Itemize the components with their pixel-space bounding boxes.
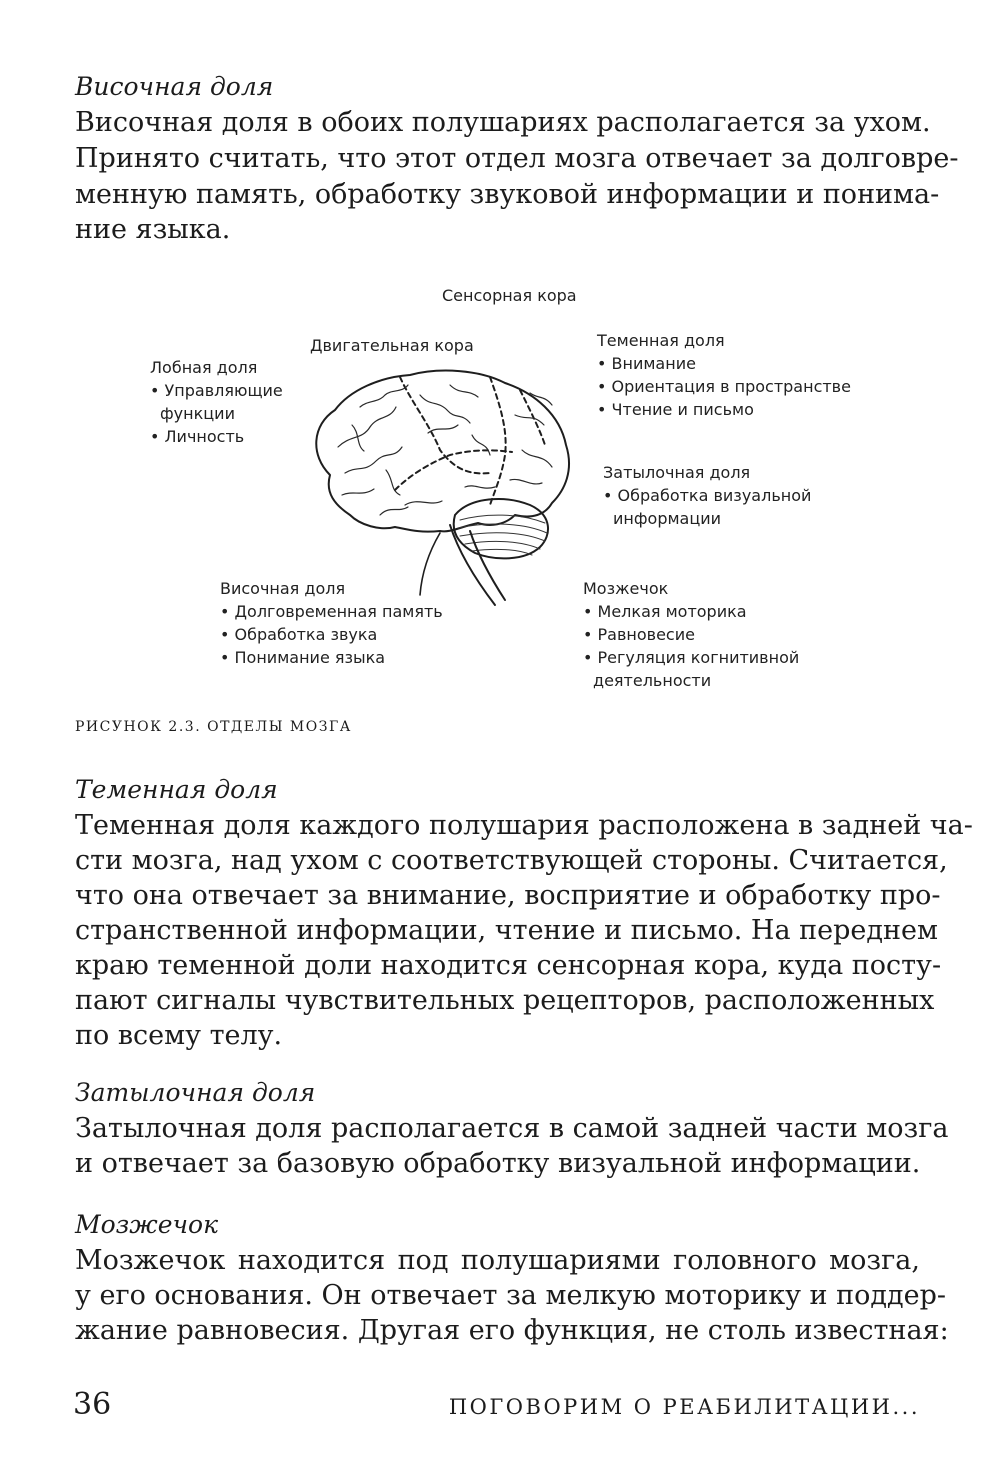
running-title: ПОГОВОРИМ О РЕАБИЛИТАЦИИ... — [448, 1395, 920, 1419]
label-title: Лобная доля — [150, 358, 258, 377]
paragraph-line: пают сигналы чувствительных рецепторов, расположенных — [75, 985, 935, 1016]
paragraph-line: Височная доля в обоих полушариях располагается за ухом. — [75, 107, 931, 138]
label-item: • Обработка звука — [220, 625, 378, 644]
label-item: • Личность — [150, 427, 245, 446]
brain-illustration — [290, 355, 590, 615]
label-frontal-lobe — [150, 356, 283, 448]
label-item: • Регуляция когнитивной — [583, 648, 800, 667]
label-item: • Равновесие — [583, 625, 695, 644]
paragraph-line: краю теменной доли находится сенсорная кора, куда посту- — [75, 950, 942, 981]
page-number: 36 — [73, 1387, 112, 1422]
label-item: • Мелкая моторика — [583, 602, 747, 621]
paragraph-line: и отвечает за базовую обработку визуальной информации. — [75, 1148, 921, 1179]
label-item: • Ориентация в пространстве — [597, 377, 851, 396]
paragraph-line: Затылочная доля располагается в самой задней части мозга — [75, 1113, 949, 1144]
paragraph-line: Принято считать, что этот отдел мозга отвечает за долговре- — [75, 143, 959, 174]
label-item: деятельности — [593, 671, 712, 690]
label-title: Височная доля — [220, 579, 346, 598]
label-motor-cortex: Двигательная кора — [310, 336, 474, 355]
paragraph-line: странственной информации, чтение и письмо. На переднем — [75, 915, 938, 946]
label-sensory-cortex: Сенсорная кора — [442, 286, 577, 305]
section-heading-occipital: Затылочная доля — [75, 1078, 316, 1107]
paragraph-line: Мозжечок находится под полушариями головного мозга, — [75, 1245, 920, 1276]
section-heading-temporal: Височная доля — [75, 72, 274, 101]
label-item: • Понимание языка — [220, 648, 386, 667]
paragraph-line: Теменная доля каждого полушария расположена в задней ча- — [75, 810, 973, 841]
label-item: функции — [160, 404, 235, 423]
label-title: Теменная доля — [597, 331, 725, 350]
paragraph-line: сти мозга, над ухом с соответствующей стороны. Считается, — [75, 845, 948, 876]
section-heading-parietal: Теменная доля — [75, 775, 278, 804]
label-title: Затылочная доля — [603, 463, 751, 482]
label-item: информации — [613, 509, 722, 528]
label-occipital-lobe — [603, 461, 811, 530]
label-item: • Чтение и письмо — [597, 400, 754, 419]
section-heading-cerebellum: Мозжечок — [75, 1210, 219, 1239]
parietal-border — [490, 377, 506, 505]
brain-outline — [316, 371, 569, 532]
label-item: • Управляющие — [150, 381, 283, 400]
label-cerebellum — [583, 577, 799, 692]
paragraph-line: по всему телу. — [75, 1020, 283, 1051]
label-item: • Внимание — [597, 354, 696, 373]
paragraph-line: менную память, обработку звуковой информации и понима- — [75, 179, 940, 210]
label-parietal-lobe — [597, 329, 851, 421]
label-item: • Обработка визуальной — [603, 486, 812, 505]
label-item: • Долговременная память — [220, 602, 443, 621]
paragraph-line: ние языка. — [75, 214, 231, 245]
central-sulcus — [400, 377, 490, 473]
label-title: Мозжечок — [583, 579, 669, 598]
paragraph-line: что она отвечает за внимание, восприятие и обработку про- — [75, 880, 941, 911]
lateral-sulcus — [395, 450, 512, 490]
paragraph-line: жание равновесия. Другая его функция, не столь известная: — [75, 1315, 949, 1346]
paragraph-line: у его основания. Он отвечает за мелкую моторику и поддер- — [75, 1280, 947, 1311]
figure-caption: РИСУНОК 2.3. ОТДЕЛЫ МОЗГА — [75, 719, 352, 735]
